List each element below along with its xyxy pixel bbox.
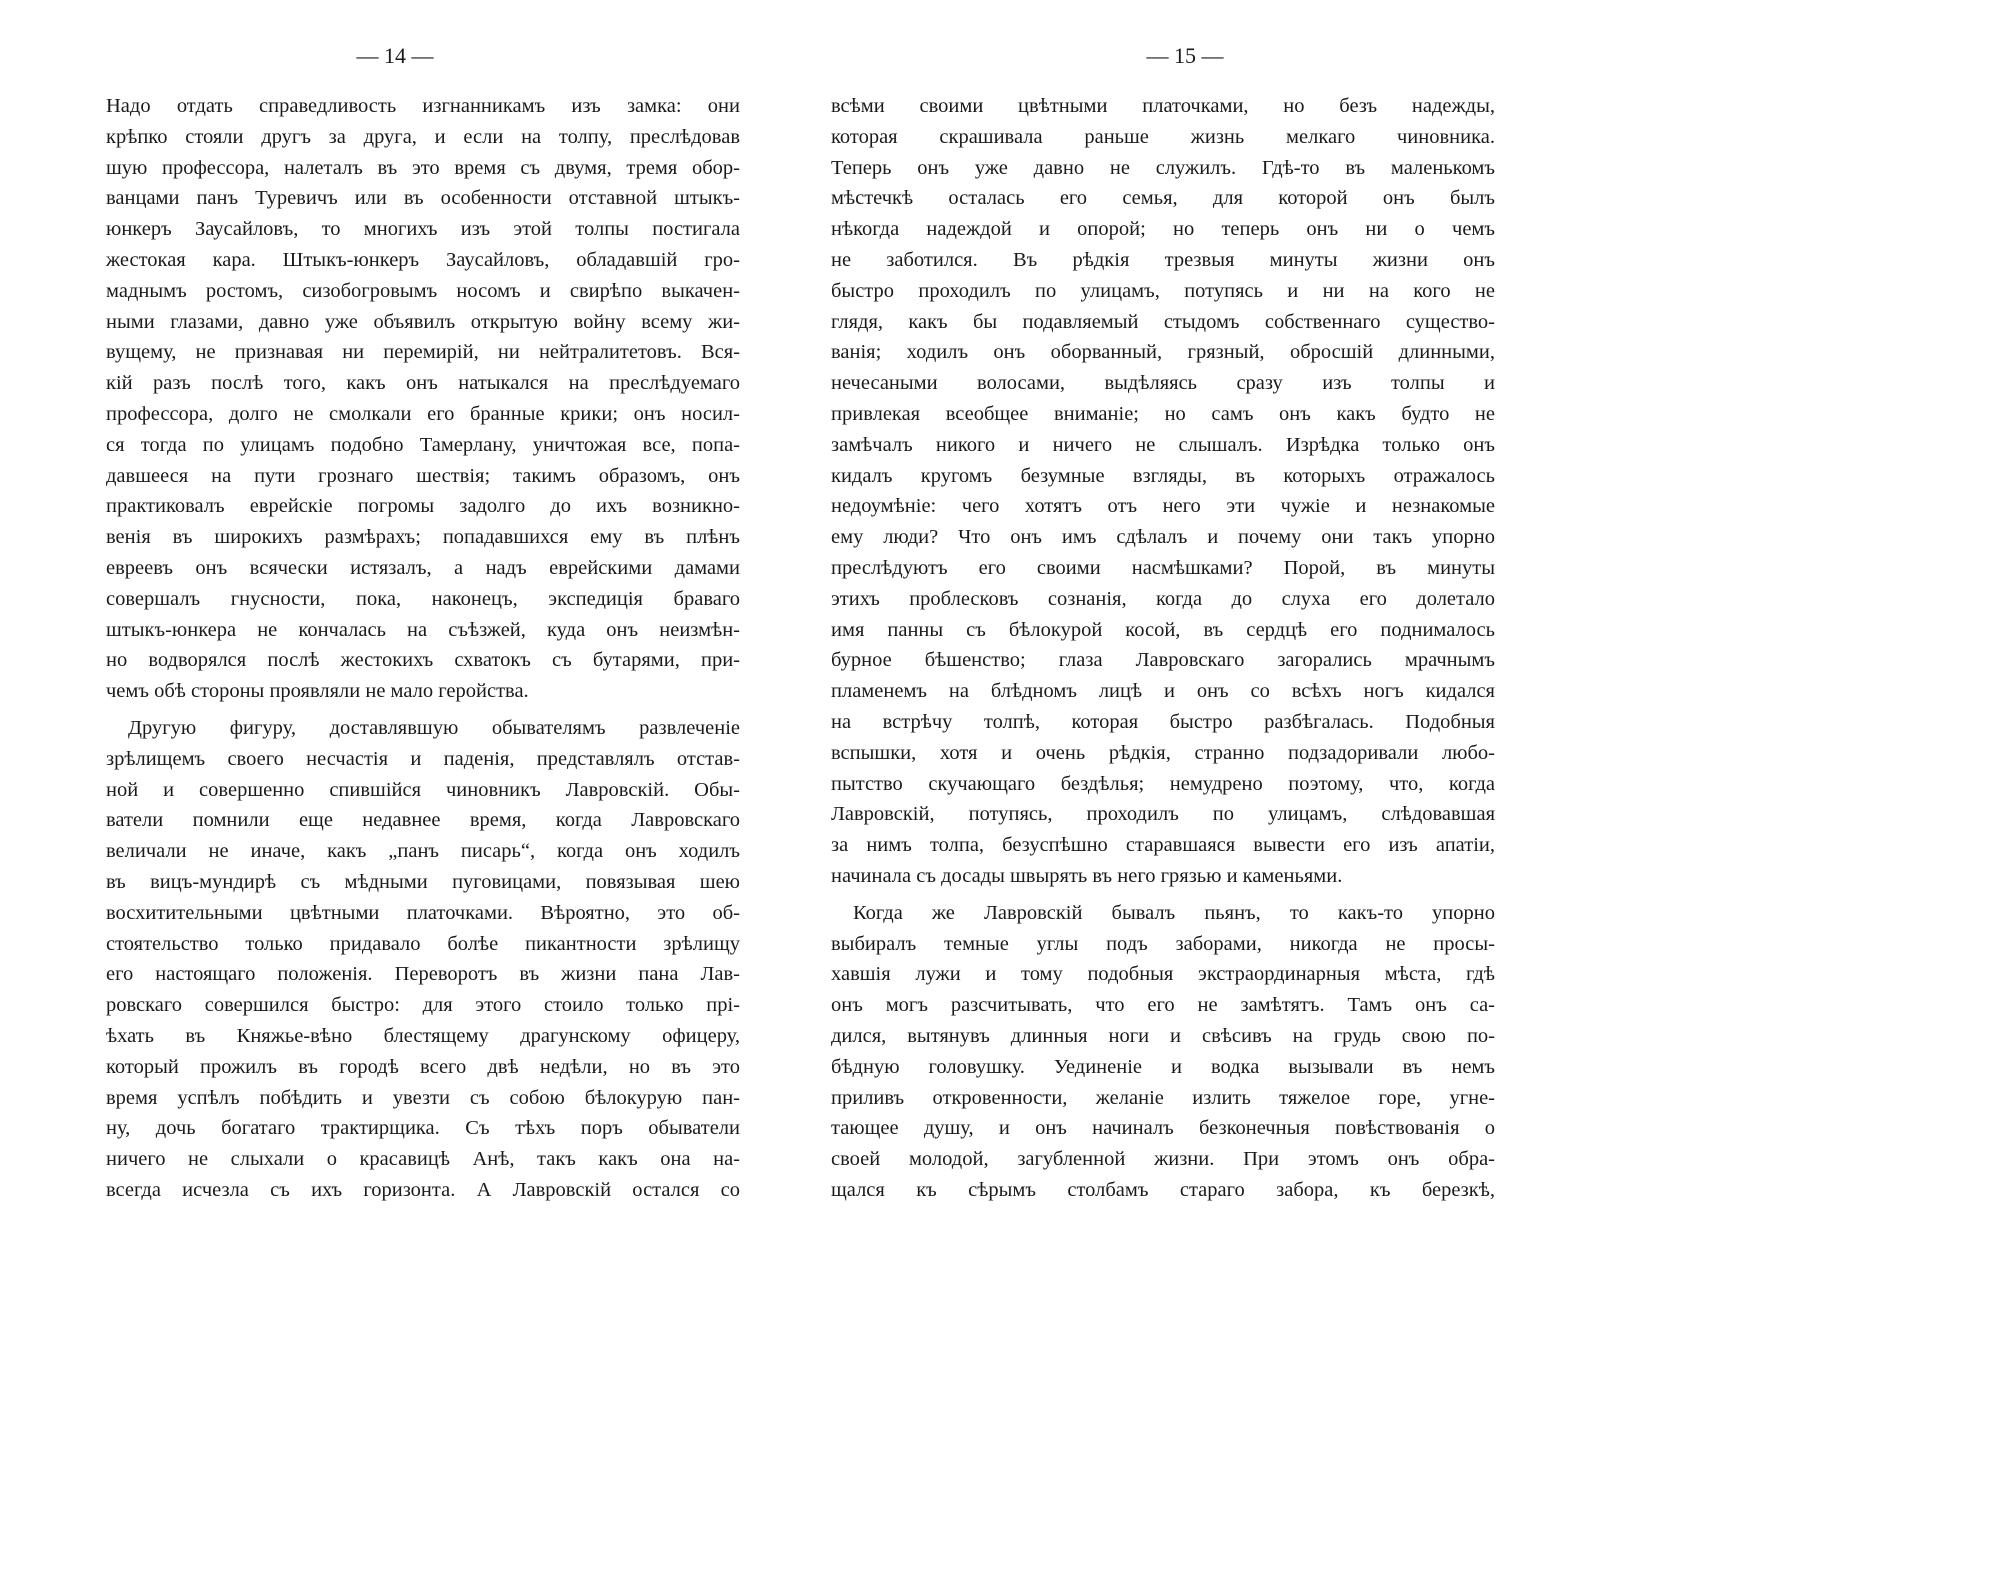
right-line: хавшія лужи и тому подобныя экстраординарныя мѣста, гдѣ	[831, 963, 1495, 985]
right-line: нечесаными волосами, выдѣляясь сразу изъ толпы и	[831, 372, 1495, 394]
right-line: онъ могъ разсчитывать, что его не замѣтятъ. Тамъ онъ са-	[831, 994, 1495, 1016]
right-line: Когда же Лавровскій бывалъ пьянъ, то какъ-то упорно	[853, 902, 1495, 924]
left-line: крѣпко стояли другъ за друга, и если на толпу, преслѣдовав	[106, 126, 740, 148]
left-line: совершалъ гнусности, пока, наконецъ, экспедиція браваго	[106, 588, 740, 610]
left-line: всегда исчезла съ ихъ горизонта. А Лавровскій остался со	[106, 1179, 740, 1201]
left-line: маднымъ ростомъ, сизобогровымъ носомъ и свирѣпо выкачен-	[106, 280, 740, 302]
left-line: венія въ широкихъ размѣрахъ; попадавшихся ему въ плѣнъ	[106, 526, 740, 548]
right-line: не заботился. Въ рѣдкія трезвыя минуты жизни онъ	[831, 249, 1495, 271]
right-line: этихъ проблесковъ сознанія, когда до слуха его долетало	[831, 588, 1495, 610]
right-line: начинала съ досады швырять въ него грязью и каменьями.	[831, 865, 1343, 887]
left-line: ной и совершенно спившійся чиновникъ Лавровскій. Обы-	[106, 779, 740, 801]
right-line: пытство скучающаго бездѣлья; немудрено поэтому, что, когда	[831, 773, 1495, 795]
right-line: своей молодой, загубленной жизни. При этомъ онъ обра-	[831, 1148, 1495, 1170]
left-line: который прожилъ въ городѣ всего двѣ недѣли, но въ это	[106, 1056, 740, 1078]
page-number-right: — 15 —	[1146, 43, 1224, 68]
left-line: вущему, не признавая ни перемирій, ни нейтралитетовъ. Вся-	[106, 341, 740, 363]
left-line: Надо отдать справедливость изгнанникамъ изъ замка: они	[106, 95, 740, 117]
left-line: Другую фигуру, доставлявшую обывателямъ развлеченіе	[128, 717, 740, 739]
left-line: ѣхать въ Княжье-вѣно блестящему драгунскому офицеру,	[106, 1025, 740, 1047]
right-line: всѣми своими цвѣтными платочками, но безъ надежды,	[831, 95, 1495, 117]
right-line: пламенемъ на блѣдномъ лицѣ и онъ со всѣхъ ногъ кидался	[831, 680, 1495, 702]
right-line: преслѣдуютъ его своими насмѣшками? Порой, въ минуты	[831, 557, 1495, 579]
right-line: привлекая всеобщее вниманіе; но самъ онъ какъ будто не	[831, 403, 1495, 425]
right-line: которая скрашивала раньше жизнь мелкаго чиновника.	[831, 126, 1495, 148]
right-line: вспышки, хотя и очень рѣдкія, странно подзадоривали любо-	[831, 742, 1495, 764]
right-line: приливъ откровенности, желаніе излить тяжелое горе, угне-	[831, 1087, 1495, 1109]
right-line: быстро проходилъ по улицамъ, потупясь и ни на кого не	[831, 280, 1495, 302]
left-line: ну, дочь богатаго трактирщика. Съ тѣхъ поръ обыватели	[106, 1117, 740, 1139]
right-line: глядя, какъ бы подавляемый стыдомъ собственнаго существо-	[831, 311, 1495, 333]
left-line: чемъ обѣ стороны проявляли не мало геройства.	[106, 680, 529, 702]
left-line: ватели помнили еще недавнее время, когда Лавровскаго	[106, 809, 740, 831]
right-line: ванія; ходилъ онъ оборванный, грязный, обросшій длинными,	[831, 341, 1495, 363]
right-line: выбиралъ темные углы подъ заборами, никогда не просы-	[831, 933, 1495, 955]
left-line: юнкеръ Заусайловъ, то многихъ изъ этой толпы постигала	[106, 218, 740, 240]
left-line: время успѣлъ побѣдить и увезти съ собою бѣлокурую пан-	[106, 1087, 740, 1109]
left-line: стоятельство только придавало болѣе пикантности зрѣлищу	[106, 933, 740, 955]
left-line: давшееся на пути грознаго шествія; такимъ образомъ, онъ	[106, 465, 740, 487]
right-line: Теперь онъ уже давно не служилъ. Гдѣ-то въ маленькомъ	[831, 157, 1495, 179]
right-line: дился, вытянувъ длинныя ноги и свѣсивъ на грудь свою по-	[831, 1025, 1495, 1047]
right-line: замѣчалъ никого и ничего не слышалъ. Изрѣдка только онъ	[831, 434, 1495, 456]
right-line: имя панны съ бѣлокурой косой, въ сердцѣ его поднималось	[831, 619, 1495, 641]
left-line: кій разъ послѣ того, какъ онъ натыкался на преслѣдуемаго	[106, 372, 740, 394]
left-line: его настоящаго положенія. Переворотъ въ жизни пана Лав-	[106, 963, 740, 985]
left-line: ровскаго совершился быстро: для этого стоило только прі-	[106, 994, 740, 1016]
left-line: ничего не слыхали о красавицѣ Анѣ, такъ какъ она на-	[106, 1148, 740, 1170]
right-line: бѣдную головушку. Уединеніе и водка вызывали въ немъ	[831, 1056, 1495, 1078]
right-line: мѣстечкѣ осталась его семья, для которой онъ былъ	[831, 187, 1495, 209]
right-line: на встрѣчу толпѣ, которая быстро разбѣгалась. Подобныя	[831, 711, 1495, 733]
left-line: ся тогда по улицамъ подобно Тамерлану, уничтожая все, попа-	[106, 434, 740, 456]
left-line: штыкъ-юнкера не кончалась на съѣзжей, куда онъ неизмѣн-	[106, 619, 740, 641]
right-line: за нимъ толпа, безуспѣшно старавшаяся вывести его изъ апатіи,	[831, 834, 1495, 856]
left-line: ванцами панъ Туревичъ или въ особенности отставной штыкъ-	[106, 187, 740, 209]
left-line: ными глазами, давно уже объявилъ открытую войну всему жи-	[106, 311, 740, 333]
right-line: тающее душу, и онъ начиналъ безконечныя повѣствованія о	[831, 1117, 1495, 1139]
page-number-left: — 14 —	[356, 43, 434, 68]
left-line: восхитительными цвѣтными платочками. Вѣроятно, это об-	[106, 902, 740, 924]
left-line: зрѣлищемъ своего несчастія и паденія, представлялъ отстав-	[106, 748, 740, 770]
left-line: величали не иначе, какъ „панъ писарь“, когда онъ ходилъ	[106, 840, 740, 862]
right-line: недоумѣніе: чего хотятъ отъ него эти чужіе и незнакомые	[831, 495, 1495, 517]
left-line: въ вицъ-мундирѣ съ мѣдными пуговицами, повязывая шею	[106, 871, 740, 893]
left-line: но водворялся послѣ жестокихъ схватокъ съ бутарями, при-	[106, 649, 740, 671]
left-line: жестокая кара. Штыкъ-юнкеръ Заусайловъ, обладавшій гро-	[106, 249, 740, 271]
right-line: кидалъ кругомъ безумные взгляды, въ которыхъ отражалось	[831, 465, 1495, 487]
left-line: профессора, долго не смолкали его бранные крики; онъ носил-	[106, 403, 740, 425]
right-line: Лавровскій, потупясь, проходилъ по улицамъ, слѣдовавшая	[831, 803, 1495, 825]
right-line: нѣкогда надеждой и опорой; но теперь онъ ни о чемъ	[831, 218, 1495, 240]
left-line: евреевъ онъ всячески истязалъ, а надъ еврейскими дамами	[106, 557, 740, 579]
left-line: практиковалъ еврейскіе погромы задолго до ихъ возникно-	[106, 495, 740, 517]
right-line: щался къ сѣрымъ столбамъ стараго забора, къ березкѣ,	[831, 1179, 1495, 1201]
right-line: ему люди? Что онъ имъ сдѣлалъ и почему они такъ упорно	[831, 526, 1495, 548]
left-line: шую профессора, налеталъ въ это время съ двумя, тремя обор-	[106, 157, 740, 179]
right-line: бурное бѣшенство; глаза Лавровскаго загорались мрачнымъ	[831, 649, 1495, 671]
